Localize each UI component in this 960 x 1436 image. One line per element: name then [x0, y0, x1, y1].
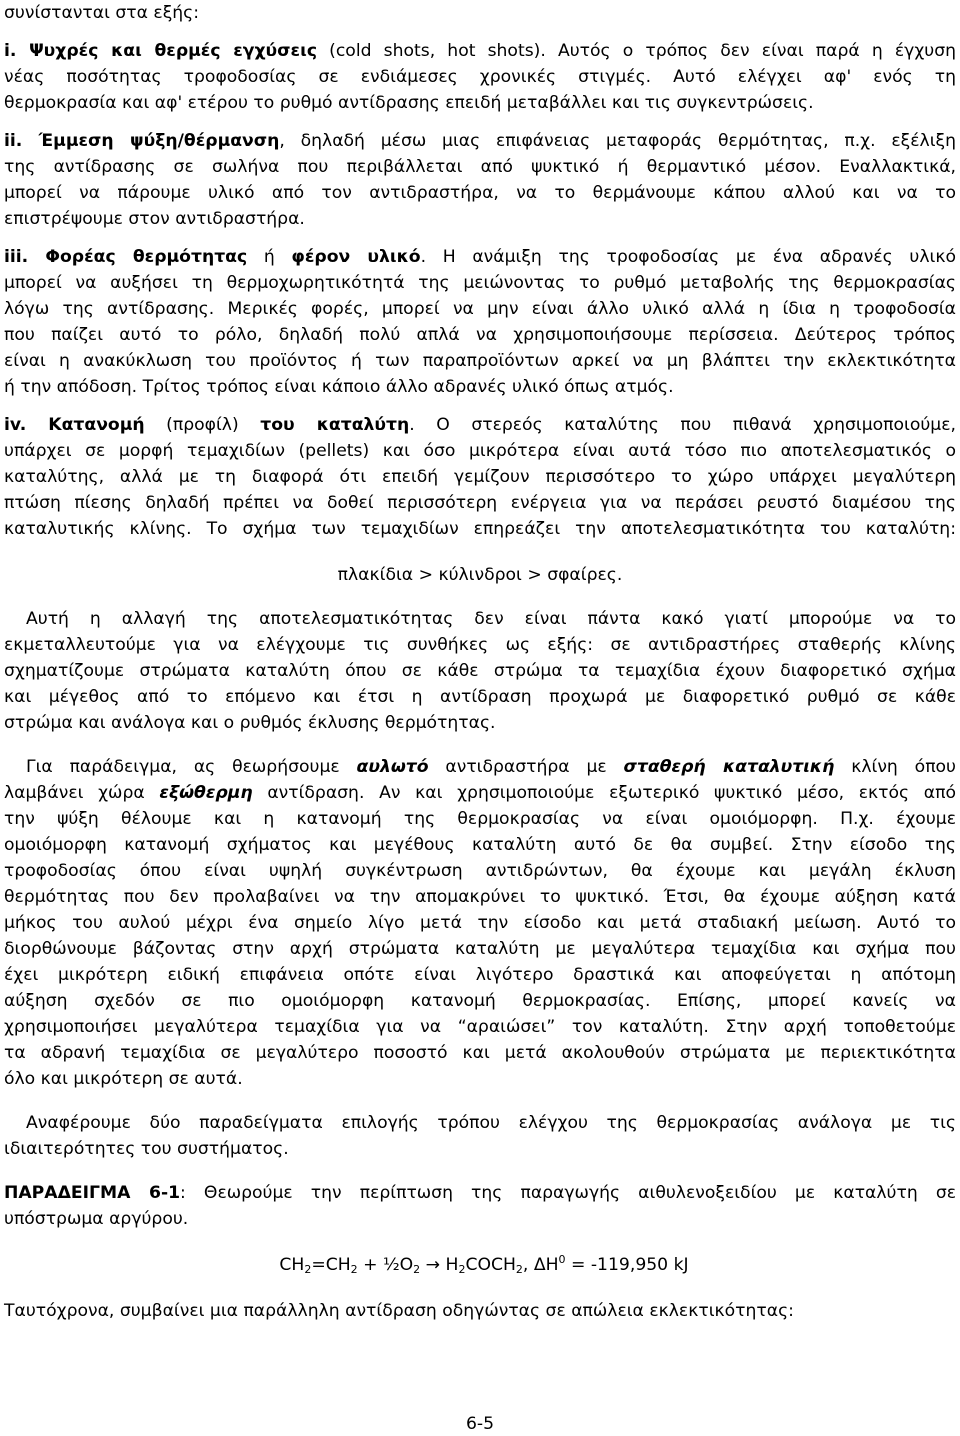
text-line: υπάρχει σε μορφή τεμαχιδίων (pellets) και όσο μικρότερα είναι αυτά τόσο πιο αποτελεσματικός ο	[4, 441, 956, 461]
text-line: μπορεί να πάρουμε υλικό από τον αντιδραστήρα, να το θερμάνουμε κάπου αλλού και να το	[4, 183, 956, 203]
text-line: λόγω της αντίδρασης. Μερικές φορές, μπορεί να μην είναι άλλο υλικό αλλά η ίδια η τροφοδοσία	[4, 299, 956, 319]
text-line: ιδιαιτερότητες του συστήματος.	[4, 1139, 289, 1159]
list-item-i: i. Ψυχρές και θερμές εγχύσεις (cold shots, hot shots). Αυτός ο τρόπος δεν είναι παρά η έγχυση	[4, 41, 956, 61]
text-line: της αντίδρασης σε σωλήνα που περιβάλλεται από ψυκτικό ή θερμαντικό μέσον. Εναλλακτικά,	[4, 157, 956, 177]
example-label: ΠΑΡΑΔΕΙΓΜΑ 6-1	[4, 1183, 181, 1203]
list-item-heading: i. Ψυχρές και θερμές εγχύσεις	[4, 41, 318, 61]
text-line: τα αδρανή τεμαχίδια σε μεγαλύτερο ποσοστό και μετά ακολουθούν στρώματα με περιεκτικότητα	[4, 1043, 956, 1063]
list-item-ii: ii. Έμμεση ψύξη/θέρμανση, δηλαδή μέσω μιας επιφάνειας μεταφοράς θερμότητας, π.χ. εξέλιξη	[4, 131, 957, 151]
list-item-iv: iv. Κατανομή (προφίλ) του καταλύτη. Ο στερεός καταλύτης που πιθανά χρησιμοποιούμε,	[4, 415, 956, 435]
example-heading-line: ΠΑΡΑΔΕΙΓΜΑ 6-1: Θεωρούμε την περίπτωση της παραγωγής αιθυλενοξειδίου με καταλύτη σε	[4, 1183, 956, 1203]
list-item-heading: iv. Κατανομή	[4, 415, 145, 435]
text-line: υπόστρωμα αργύρου.	[4, 1209, 189, 1229]
text-line: στρώμα και ανάλογα και ο ρυθμός έκλυσης θερμότητας.	[4, 713, 496, 733]
text-line: που παίζει αυτό το ρόλο, δηλαδή πολύ απλά να χρησιμοποιήσουμε περίσσεια. Δεύτερος τρόπος	[4, 325, 956, 345]
text-line: μήκος του αυλού μέχρι ένα σημείο λίγο μετά την είσοδο και μετά σταδιακή μείωση. Αυτό το	[4, 913, 956, 933]
text-line: καταλύτης, αλλά με τη διαφορά ότι επειδή γεμίζουν περισσότερο το χώρο υπάρχει μεγαλύτερη	[4, 467, 956, 487]
text-line: πτώση πίεσης δηλαδή πρέπει να δοθεί περισσότερη ενέργεια για να περάσει ρευστό διαμέσου της	[4, 493, 956, 513]
paragraph-start: Για παράδειγμα, ας θεωρήσουμε αυλωτό αντιδραστήρα με σταθερή καταλυτική κλίνη όπου	[26, 757, 956, 777]
paragraph-start: Αυτή η αλλαγή της αποτελεσματικότητας δεν είναι πάντα κακό γιατί μπορούμε να το	[26, 609, 956, 629]
text-line: ή την απόδοση. Τρίτος τρόπος είναι κάποιο άλλο αδρανές υλικό όπως ατμός.	[4, 377, 674, 397]
text-line: τροφοδοσίας όπου είναι υψηλή συγκέντρωση αντιδρώντων, θα έχουμε και μεγάλη έκλυση	[4, 861, 956, 881]
text-line: είναι η ανακύκλωση του προϊόντος ή των παραπροϊόντων αρκεί να μη βλάπτει την εκλεκτικότητα	[4, 351, 956, 371]
text-line: καταλυτικής κλίνης. Το σχήμα των τεμαχιδίων επηρεάζει την αποτελεσματικότητα του καταλύτη:	[4, 519, 956, 539]
list-item-heading: ii. Έμμεση ψύξη/θέρμανση	[4, 131, 280, 151]
text-line: θερμότητας που δεν προλαβαίνει να την απομακρύνει το ψυκτικό. Έτσι, θα έχουμε αύξηση κατά	[4, 887, 956, 907]
text-line: όλο και μικρότερη σε αυτά.	[4, 1069, 243, 1089]
text-line: έχει μικρότερη ειδική επιφάνεια οπότε είναι λιγότερο δραστικά και αποφεύγεται η απότομη	[4, 965, 956, 985]
shape-ranking: πλακίδια > κύλινδροι > σφαίρες.	[337, 565, 623, 585]
text-line: την ψύξη θέλουμε και η κατανομή της θερμοκρασίας να είναι ομοιόμορφη. Π.χ. έχουμε	[4, 809, 956, 829]
text-line: εκμεταλλευτούμε για να ελέγχουμε τις συνθήκες ως εξής: σε αντιδραστήρες σταθερής κλίνης	[4, 635, 956, 655]
text-line: χρησιμοποιήσει μεγαλύτερα τεμαχίδια για να “αραιώσει” τον καταλύτη. Στην αρχή τοποθετούμε	[4, 1017, 956, 1037]
text-line: θερμοκρασία και αφ' ετέρου το ρυθμό αντίδρασης επειδή μεταβάλλει και τις συγκεντρώσεις.	[4, 93, 814, 113]
list-item-heading: iii. Φορέας θερμότητας	[4, 247, 248, 267]
text-line: ομοιόμορφη κατανομή σχήματος και μεγέθους καταλύτη αυτό δε θα συμβεί. Στην είσοδο της	[4, 835, 956, 855]
page-number: 6-5	[465, 1414, 495, 1434]
text-line: νέας ποσότητας τροφοδοσίας σε ενδιάμεσες χρονικές στιγμές. Αυτό ελέγχει αφ' ενός τη	[4, 67, 956, 87]
text-line: επιστρέψουμε στον αντιδραστήρα.	[4, 209, 305, 229]
text-line: και μέγεθος από το επόμενο και έτσι η αντίδραση προχωρά με διαφορετικό ρυθμό σε κάθε	[4, 687, 956, 707]
text-line: μπορεί να αυξήσει τη θερμοχωρητικότητά της μειώνοντας το ρυθμό μεταβολής της θερμοκρασίας	[4, 273, 956, 293]
chemical-equation: $CH_2=CH_2$ + $\frac{1}{2}O_2$ → $H_2COCH_2$, $\Delta H^0 = -119,950$ kJ	[279, 1253, 689, 1276]
text-line: αύξηση σχεδόν σε πιο ομοιόμορφη κατανομή θερμοκρασίας. Επίσης, μπορεί κανείς να	[4, 991, 956, 1011]
paragraph-start: Αναφέρουμε δύο παραδείγματα επιλογής τρόπου ελέγχου της θερμοκρασίας ανάλογα με τις	[26, 1113, 956, 1133]
text-line: συνίστανται στα εξής:	[4, 3, 200, 23]
list-item-iii: iii. Φορέας θερμότητας ή φέρον υλικό. Η ανάμιξη της τροφοδοσίας με ένα αδρανές υλικό	[4, 247, 957, 267]
text-line: διορθώνουμε βάζοντας στην αρχή στρώματα καταλύτη με μεγαλύτερα τεμαχίδια και σχήμα που	[4, 939, 956, 959]
text-line: λαμβάνει χώρα εξώθερμη αντίδραση. Αν και χρησιμοποιούμε εξωτερικό ψυκτικό μέσο, εκτός από	[4, 783, 956, 803]
text-line: σχηματίζουμε στρώματα καταλύτη όπου σε κάθε στρώμα τα τεμαχίδια έχουν διαφορετικό σχήμα	[4, 661, 956, 681]
text-line: Ταυτόχρονα, συμβαίνει μια παράλληλη αντίδραση οδηγώντας σε απώλεια εκλεκτικότητας:	[4, 1301, 794, 1321]
